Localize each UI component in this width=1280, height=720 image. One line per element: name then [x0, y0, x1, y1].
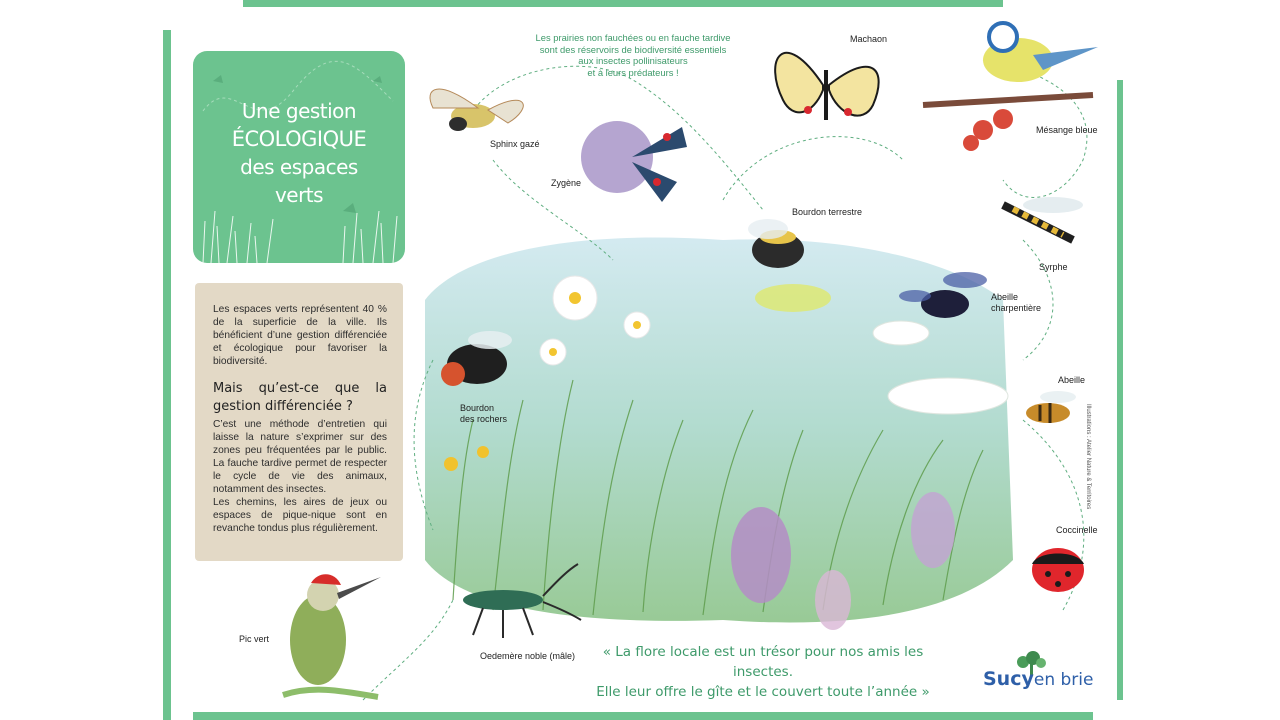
- label-bourdon-terrestre: Bourdon terrestre: [792, 207, 863, 217]
- label-bourdon-rochers: [460, 403, 507, 425]
- quote-line-1: « La flore locale est un trésor pour nos amis les insectes.: [602, 644, 924, 680]
- label-abeille-charpentiere-line-2: charpentière: [991, 303, 1042, 313]
- label-sphinx: Sphinx gazé: [490, 139, 540, 149]
- title-line-2: ÉCOLOGIQUE: [231, 127, 367, 151]
- intro-note-line-2: sont des réservoirs de biodiversité essentiels: [539, 43, 727, 55]
- label-bourdon-rochers-line-1: Bourdon: [460, 403, 495, 413]
- label-mesange: Mésange bleue: [1036, 125, 1098, 135]
- quote-line-2: Elle leur offre le gîte et le couvert toute l’année »: [596, 684, 930, 700]
- label-abeille-charpentiere: [991, 292, 1041, 314]
- info-paragraph-2: C’est une méthode d’entretien qui laisse la nature s’exprimer sur des zones peu fréquentées par le public. La fauche tardive permet de respecter le cycle de vie des animaux, notamment des insectes.: [213, 419, 387, 495]
- label-machaon: Machaon: [850, 34, 888, 44]
- bourdon-terrestre-illustration: [733, 215, 833, 285]
- title-line-4: verts: [274, 183, 324, 207]
- pic-vert-illustration: [263, 565, 403, 705]
- label-abeille-charpentiere-line-1: Abeille: [991, 292, 1019, 302]
- label-coccinelle: Coccinelle: [1056, 525, 1098, 535]
- coccinelle-illustration: [1018, 540, 1098, 610]
- label-oedemere: Oedemère noble (mâle): [480, 651, 576, 661]
- intro-note-line-4: et à leurs prédateurs !: [587, 66, 679, 78]
- brand-logo: [983, 668, 1093, 690]
- title-line-3: des espaces: [240, 155, 358, 179]
- intro-note-line-3: aux insectes pollinisateurs: [578, 55, 688, 67]
- brand-suffix: en brie: [1033, 670, 1094, 690]
- info-heading: Mais qu’est-ce que la gestion différenciée ?: [213, 381, 387, 414]
- illustration-credit: Illustrations : Atelier Nature & Territoires: [1085, 404, 1091, 510]
- label-bourdon-rochers-line-2: des rochers: [460, 414, 508, 424]
- info-paragraph-3: Les chemins, les aires de jeux ou espaces de pique-nique sont en revanche tondus plus régulièrement.: [213, 497, 387, 534]
- label-syrphe: Syrphe: [1039, 262, 1068, 272]
- brand-main: Suc: [983, 668, 1022, 690]
- poster: [163, 0, 1123, 720]
- label-abeille: Abeille: [1058, 375, 1086, 385]
- info-paragraph-1: Les espaces verts représentent 40 % de la superficie de la ville. Ils bénéficient d’une gestion différenciée et écologique pour favoriser la biodiversité.: [213, 304, 387, 367]
- intro-note-line-1: Les prairies non fauchées ou en fauche tardive: [535, 32, 731, 43]
- brand-y: y: [1021, 668, 1034, 690]
- label-pic-vert: Pic vert: [239, 634, 270, 644]
- syrphe-illustration: [993, 185, 1093, 265]
- intro-note: [523, 32, 743, 78]
- machaon-illustration: [763, 30, 893, 140]
- oedemere-illustration: [443, 560, 583, 640]
- zygene-illustration: [577, 107, 697, 217]
- quote: [583, 642, 943, 702]
- bourdon-rochers-illustration: [435, 322, 535, 402]
- label-zygene: Zygène: [551, 178, 582, 188]
- title-line-1: Une gestion: [241, 99, 357, 123]
- abeille-charpentiere-illustration: [895, 266, 995, 336]
